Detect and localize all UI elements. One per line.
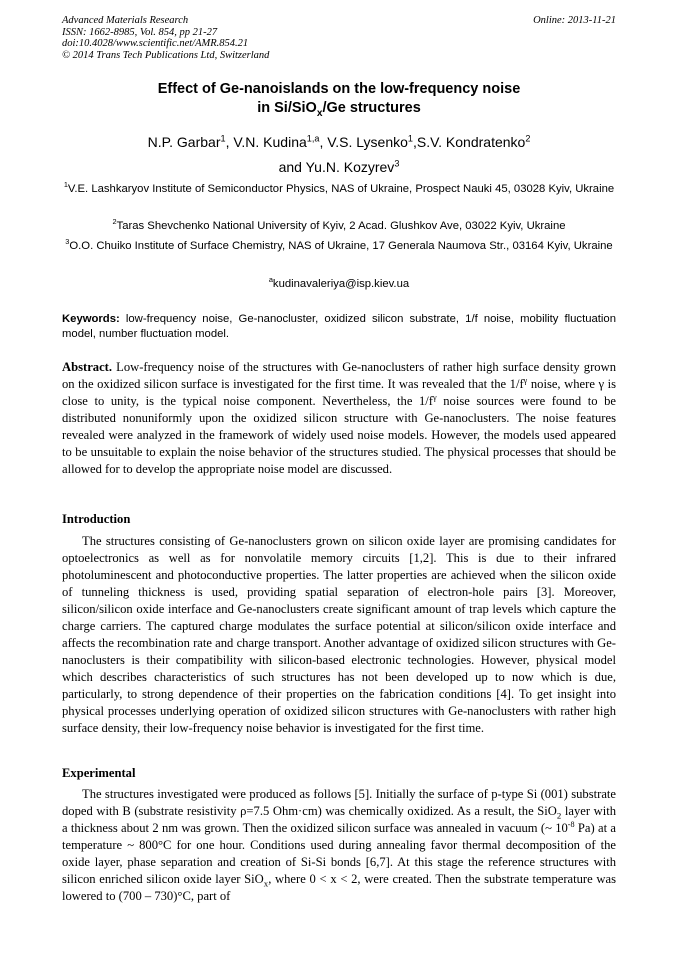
online-date: Online: 2013-11-21 [533,15,616,26]
author-name: and Yu.N. Kozyrev [278,159,395,175]
doi-line: doi:10.4028/www.scientific.net/AMR.854.21 [62,38,249,49]
author-name: , V.S. Lysenko [319,134,408,150]
journal-name: Advanced Materials Research [62,15,189,26]
introduction-paragraph: The structures consisting of Ge-nanoclusters grown on silicon oxide layer are promising candidates for optoelectronics as well as for nonvolatile memory circuits [1,2]. This is due to their infrared photoluminescent and photoconductive properties. The latter properties are achieved when the silicon oxide of tunneling thickness is used, providing spatial separation of electron-hole pairs [3]. Moreover, silicon/silicon oxide interface and Ge-nanoclusters create significant amount of trap levels which capture the charge carriers. The captured charge modulates the surface potential at silicon/silicon oxide interface and affects the recombination rate and charge transport. Another advantage of oxidized silicon structures with Ge-nanoclusters is their compatibility with silicon-based electronic technologies. However, physical model which describes characteristics of such structures has not been developed up to now which is due, particularly, to strong dependence of their properties on the fabrication conditions [4]. To get insight into physical processes underlying operation of oxidized silicon structures with Ge-nanoclusters with rather high surface density, their low-frequency noise behavior is investigated for the first time. [62,534,616,735]
keywords-text: low-frequency noise, Ge-nanocluster, oxidized silicon substrate, 1/f noise, mobility fluctuation model, number fluctuation model. [62,313,616,340]
keywords-label: Keywords: [62,313,120,325]
author-name: N.P. Garbar [147,134,221,150]
author-list: N.P. Garbar$^1$, V.N. Kudina$^{1,a}$, V.S. Lysenko$^1$,S.V. Kondratenko$^2$ and Yu.N. Kozyrev$^3$ [147,133,531,175]
title-line-2: in Si/SiO$_x$/Ge structures [257,100,421,119]
section-heading-experimental: Experimental [62,766,136,780]
section-heading-introduction: Introduction [62,512,131,526]
abstract-label: Abstract. [62,360,113,374]
paper-title [62,80,616,118]
experimental-paragraph: The structures investigated were produced as follows [5]. Initially the surface of p-type Si (001) substrate doped with B (substrate resistivity ρ=7.5 Ohm·cm) was chemically oxidized. As a result, the SiO$_2$ layer with a thickness about 2 nm was grown. Then the oxidized silicon surface was annealed in vacuum (~ $10^{-8}$ Pa) at a temperature ~ 800°C for one hour. Conditions used during annealing favor thermal decomposition of the oxide layer, phase separation and creation of Si-Si bonds [6,7]. At this stage the reference structures with silicon enriched silicon oxide layer SiO$_x$, where 0 < x < 2, were created. Then the substrate temperature was lowered to (700 – 730)°C, part of [62,787,616,903]
abstract: Abstract. Low-frequency noise of the structures with Ge-nanoclusters of rather high surface density grown on the oxidized silicon surface is investigated for the first time. It was revealed that the $1/f^\gamma$ noise, where γ is close to unity, is the typical noise component. Nevertheless, the $1/f^\gamma$ noise sources were found to be distributed nonuniformly upon the oxidized silicon structure with Ge-nanoclusters. The noise features revealed were analyzed in the framework of widely used noise models. However, the models used appeared to be unsuitable to explain the noise behavior of the structures studied. The physical processes that should be allowed for to develop the appropriate noise model are discussed. [62,360,617,476]
affiliation-1: $^1$V.E. Lashkaryov Institute of Semiconductor Physics, NAS of Ukraine, Prospect Nauki 45, 03028 Kyiv, Ukraine [63,180,615,195]
author-name: ,S.V. Kondratenko [412,134,526,150]
issn-line: ISSN: 1662-8985, Vol. 854, pp 21-27 [62,26,218,38]
title-line-1: Effect of Ge-nanoislands on the low-frequency noise [157,81,521,97]
contact-email[interactable]: $^a$kudinavaleriya@isp.kiev.ua [268,275,410,290]
affiliation-2: $^2$Taras Shevchenko National University of Kyiv, 2 Acad. Glushkov Ave, 03022 Kyiv, Ukraine [112,217,566,232]
affiliation-3: $^3$O.O. Chuiko Institute of Surface Chemistry, NAS of Ukraine, 17 Generala Naumova Str., 03164 Kyiv, Ukraine [65,237,613,252]
journal-header [62,15,269,61]
copyright-line: © 2014 Trans Tech Publications Ltd, Switzerland [62,49,270,61]
author-name: , V.N. Kudina [225,134,307,150]
keywords [62,312,616,342]
